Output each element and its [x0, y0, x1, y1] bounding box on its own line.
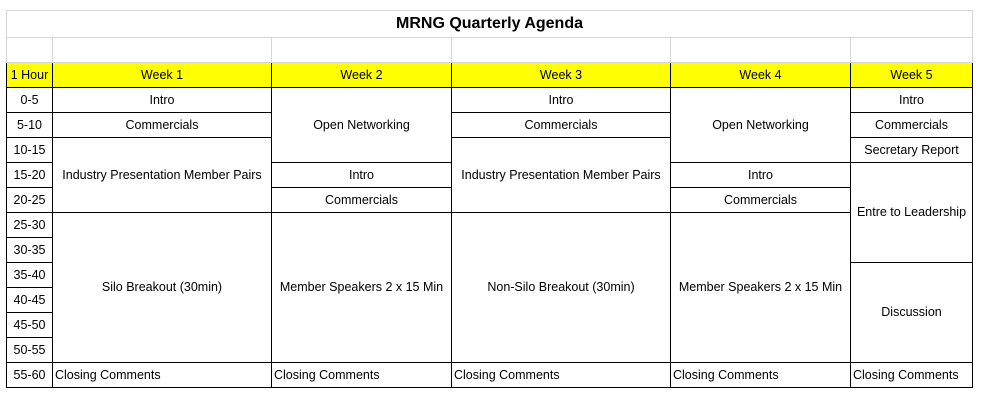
- week-1-intro[interactable]: Intro: [53, 88, 272, 113]
- week-5-discussion[interactable]: Discussion: [851, 263, 973, 363]
- week-5-commercials[interactable]: Commercials: [851, 113, 973, 138]
- time-cell[interactable]: 50-55: [7, 338, 53, 363]
- week-2-header[interactable]: Week 2: [272, 63, 452, 88]
- empty-cell[interactable]: [272, 38, 452, 63]
- week-2-member-speakers[interactable]: Member Speakers 2 x 15 Min: [272, 213, 452, 363]
- week-4-intro[interactable]: Intro: [671, 163, 851, 188]
- week-1-silo-breakout[interactable]: Silo Breakout (30min): [53, 213, 272, 363]
- week-4-commercials[interactable]: Commercials: [671, 188, 851, 213]
- week-1-commercials[interactable]: Commercials: [53, 113, 272, 138]
- week-3-intro[interactable]: Intro: [452, 88, 671, 113]
- time-cell[interactable]: 30-35: [7, 238, 53, 263]
- week-2-intro[interactable]: Intro: [272, 163, 452, 188]
- time-cell[interactable]: 15-20: [7, 163, 53, 188]
- empty-cell[interactable]: [452, 38, 671, 63]
- week-2-commercials[interactable]: Commercials: [272, 188, 452, 213]
- week-4-member-speakers[interactable]: Member Speakers 2 x 15 Min: [671, 213, 851, 363]
- empty-cell[interactable]: [53, 38, 272, 63]
- week-5-intro[interactable]: Intro: [851, 88, 973, 113]
- week-2-closing-comments[interactable]: Closing Comments: [272, 363, 452, 388]
- time-cell[interactable]: 35-40: [7, 263, 53, 288]
- time-cell[interactable]: 45-50: [7, 313, 53, 338]
- empty-cell[interactable]: [7, 38, 53, 63]
- week-3-closing-comments[interactable]: Closing Comments: [452, 363, 671, 388]
- time-cell[interactable]: 20-25: [7, 188, 53, 213]
- week-5-entre-to-leadership[interactable]: Entre to Leadership: [851, 163, 973, 263]
- week-5-closing-comments[interactable]: Closing Comments: [851, 363, 973, 388]
- duration-header[interactable]: 1 Hour: [7, 63, 53, 88]
- time-cell[interactable]: 10-15: [7, 138, 53, 163]
- week-2-open-networking[interactable]: Open Networking: [272, 88, 452, 163]
- week-3-commercials[interactable]: Commercials: [452, 113, 671, 138]
- agenda-sheet: [6, 10, 973, 388]
- time-cell[interactable]: 55-60: [7, 363, 53, 388]
- time-cell[interactable]: 40-45: [7, 288, 53, 313]
- week-5-secretary-report[interactable]: Secretary Report: [851, 138, 973, 163]
- week-4-open-networking[interactable]: Open Networking: [671, 88, 851, 163]
- week-1-header[interactable]: Week 1: [53, 63, 272, 88]
- time-cell[interactable]: 0-5: [7, 88, 53, 113]
- week-3-non-silo-breakout[interactable]: Non-Silo Breakout (30min): [452, 213, 671, 363]
- time-cell[interactable]: 25-30: [7, 213, 53, 238]
- week-1-industry-presentation[interactable]: Industry Presentation Member Pairs: [53, 138, 272, 213]
- empty-cell[interactable]: [851, 38, 973, 63]
- week-5-header[interactable]: Week 5: [851, 63, 973, 88]
- week-4-closing-comments[interactable]: Closing Comments: [671, 363, 851, 388]
- empty-cell[interactable]: [671, 38, 851, 63]
- time-cell[interactable]: 5-10: [7, 113, 53, 138]
- agenda-table: [6, 10, 973, 388]
- week-4-header[interactable]: Week 4: [671, 63, 851, 88]
- sheet-title[interactable]: MRNG Quarterly Agenda: [7, 11, 973, 38]
- week-3-industry-presentation[interactable]: Industry Presentation Member Pairs: [452, 138, 671, 213]
- week-1-closing-comments[interactable]: Closing Comments: [53, 363, 272, 388]
- week-3-header[interactable]: Week 3: [452, 63, 671, 88]
